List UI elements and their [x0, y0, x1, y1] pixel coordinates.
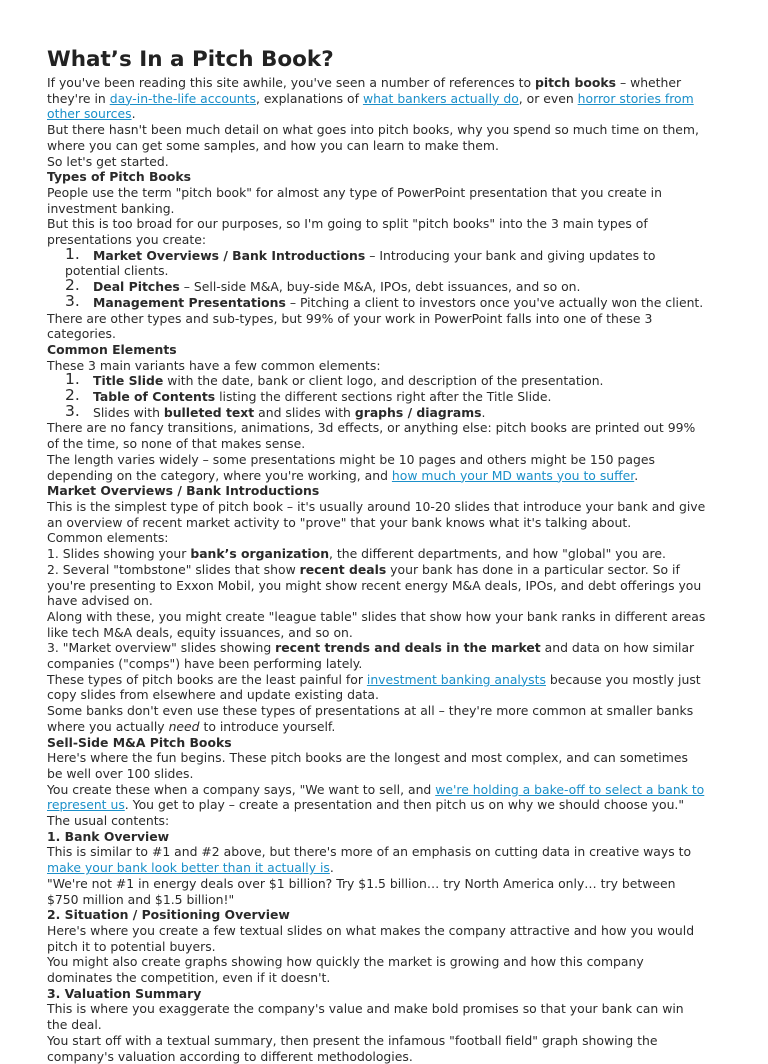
situation-paragraph-1: Here's where you create a few textual slides on what makes the company attractive and how you would pitch it to potential buyers. [47, 922, 695, 954]
intro-paragraph-2: But there hasn't been much detail on what goes into pitch books, why you spend so much time on them, where you can get some samples, and how you can learn to make them. [47, 122, 699, 153]
text: and data on how similar companies ("comps") have been performing lately. [47, 640, 695, 672]
text: 1. Slides showing your [47, 546, 191, 562]
sellside-paragraph-1: Here's where the fun begins. These pitch books are the longest and most complex, and can sometimes be well over 100 slides. [47, 750, 688, 781]
text: – whether they're in [47, 75, 682, 106]
situation-paragraph-2: You might also create graphs showing how quickly the market is growing and how this company dominates the competition, even if it doesn't. [47, 954, 644, 986]
market-item-2 [47, 562, 707, 609]
common-paragraph-3 [47, 452, 707, 483]
article [47, 44, 707, 1064]
list-number: 3. [65, 291, 80, 310]
list-item [47, 276, 707, 295]
types-paragraph-3: There are other types and sub-types, but 99% of your work in PowerPoint falls into one of these 3 categories. [47, 310, 653, 342]
list-item [47, 401, 707, 421]
text: – Introducing your bank and giving updates to potential clients. [65, 247, 656, 279]
valuation-paragraph-2: You start off with a textual summary, then present the infamous "football field" graph showing the company's valuation according to different methodologies. [47, 1032, 658, 1064]
link-make-bank-look-better[interactable]: make your bank look better than it actually is [47, 860, 330, 876]
section-heading-types: Types of Pitch Books [47, 169, 192, 185]
bold-text: Market Overviews / Bank Introductions [93, 247, 366, 263]
subheading-valuation: 3. Valuation Summary [47, 985, 202, 1001]
common-paragraph-1: These 3 main variants have a few common elements: [47, 357, 381, 373]
text: , or even [518, 90, 578, 106]
text: listing the different sections right after the Title Slide. [215, 389, 552, 405]
sellside-paragraph-2 [47, 782, 707, 813]
bank-overview-paragraph [47, 844, 707, 875]
types-paragraph-2: But this is too broad for our purposes, so I'm going to split "pitch books" into the 3 main types of presentations you create: [47, 216, 648, 248]
section-heading-market: Market Overviews / Bank Introductions [47, 483, 320, 499]
text: Some banks don't even use these types of presentations at all – they're more common at smaller banks where you actually [47, 703, 694, 734]
bold-text: recent trends and deals in the market [275, 640, 541, 656]
bold-text: bulleted text [163, 404, 255, 420]
link-bake-off[interactable]: we're holding a bake-off to select a bank to represent us [47, 781, 705, 813]
common-paragraph-2: There are no fancy transitions, animations, 3d effects, or anything else: pitch books are printed out 99% of the time, so none of that makes sense. [47, 420, 696, 452]
bold-text: pitch books [534, 75, 616, 90]
list-number: 2. [65, 386, 80, 405]
text: The length varies widely – some presentations might be 10 pages and others might be 150 pages depending on the category, where you're working, and [47, 451, 655, 483]
bold-text: Title Slide [93, 373, 164, 389]
text: , explanations of [255, 90, 363, 106]
types-paragraph-1: People use the term "pitch book" for almost any type of PowerPoint presentation that you create in investment banking. [47, 184, 662, 216]
text: . [329, 860, 334, 876]
text: . [481, 404, 486, 420]
link-what-bankers-do[interactable]: what bankers actually do [362, 90, 519, 106]
text: 2. Several "tombstone" slides that show [47, 561, 300, 577]
text: because you mostly just copy slides from elsewhere and update existing data. [47, 671, 701, 703]
text: – Pitching a client to investors once you've actually won the client. [285, 294, 704, 310]
text: , the different departments, and how "global" you are. [329, 546, 666, 562]
bold-text: bank’s organization [190, 546, 330, 562]
list-number: 1. [65, 244, 80, 263]
text: If you've been reading this site awhile, you've seen a number of references to [47, 75, 535, 90]
text: . You get to play – create a presentation and then pitch us on why we should choose you." [124, 797, 685, 813]
text: This is similar to #1 and #2 above, but there's more of an emphasis on cutting data in creative ways to [47, 844, 692, 860]
valuation-paragraph-1: This is where you exaggerate the company's value and make bold promises so that your bank can win the deal. [47, 1001, 684, 1033]
bold-text: graphs / diagrams [354, 404, 482, 420]
list-item [47, 370, 707, 389]
text: These types of pitch books are the least painful for [47, 671, 367, 687]
intro-paragraph-3: So let's get started. [47, 153, 169, 169]
italic-text: need [168, 718, 200, 734]
list-number: 1. [65, 370, 80, 389]
list-item [47, 244, 707, 279]
bank-overview-quote: "We're not #1 in energy deals over $1 billion? Try $1.5 billion… try North America only… try between $750 million and $1.5 billion!" [47, 875, 676, 907]
text: You create these when a company says, "We want to sell, and [47, 781, 436, 797]
section-heading-sellside: Sell-Side M&A Pitch Books [47, 734, 232, 750]
sellside-paragraph-3: The usual contents: [47, 813, 170, 829]
page-title: What’s In a Pitch Book? [47, 47, 334, 72]
intro-paragraph [47, 75, 707, 122]
types-list [47, 244, 707, 311]
bold-text: recent deals [299, 561, 387, 577]
text: to introduce yourself. [199, 718, 336, 734]
bold-text: Table of Contents [93, 389, 216, 405]
bold-text: Deal Pitches [93, 279, 180, 295]
market-item-1 [47, 546, 707, 562]
market-paragraph-3: Along with these, you might create "league table" slides that show how your bank ranks in different areas like tech M&A deals, equity issuances, and so on. [47, 608, 706, 640]
subheading-situation: 2. Situation / Positioning Overview [47, 907, 290, 923]
text: . [131, 106, 136, 122]
list-number: 3. [65, 401, 80, 420]
text: . [634, 467, 639, 483]
market-paragraph-1: This is the simplest type of pitch book – it's usually around 10-20 slides that introduce your bank and give an overview of recent market activity to "prove" that your bank knows what it's talking about. [47, 498, 706, 530]
market-paragraph-5 [47, 703, 707, 734]
list-number: 2. [65, 276, 80, 295]
subheading-bank-overview: 1. Bank Overview [47, 828, 170, 844]
market-item-3 [47, 640, 707, 671]
section-heading-common: Common Elements [47, 341, 177, 357]
link-day-in-the-life[interactable]: day-in-the-life accounts [109, 90, 256, 106]
text: Slides with [93, 404, 164, 420]
market-paragraph-4 [47, 672, 707, 703]
bold-text: Management Presentations [93, 294, 286, 310]
text: with the date, bank or client logo, and description of the presentation. [163, 373, 604, 389]
list-item [47, 291, 707, 311]
text: your bank has done in a particular sector. So if you're presenting to Exxon Mobil, you might show recent energy M&A deals, IPOs, and debt offerings you have advised on. [47, 561, 702, 609]
link-horror-stories[interactable]: horror stories from other sources [47, 90, 694, 122]
text: 3. "Market overview" slides showing [47, 640, 276, 656]
list-item [47, 386, 707, 405]
market-paragraph-2: Common elements: [47, 530, 169, 546]
common-list [47, 370, 707, 420]
link-ib-analysts[interactable]: investment banking analysts [366, 671, 546, 687]
text: and slides with [254, 404, 355, 420]
text: – Sell-side M&A, buy-side M&A, IPOs, debt issuances, and so on. [179, 279, 581, 295]
link-md-suffer[interactable]: how much your MD wants you to suffer [391, 467, 635, 483]
